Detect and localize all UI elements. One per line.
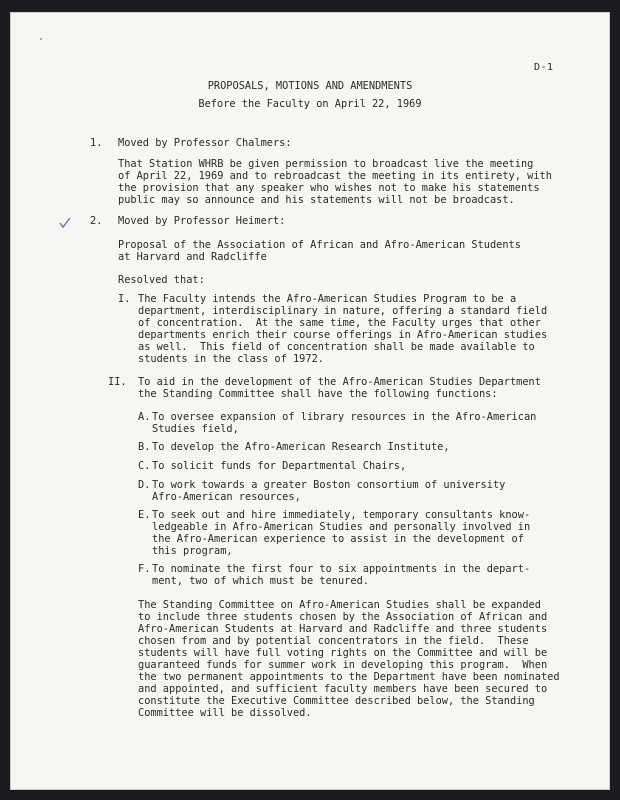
- body-line: The Faculty intends the Afro-American Studies Program to be a: [138, 293, 517, 305]
- body-line: Afro-American Students at Harvard and Radcliffe and three students: [138, 623, 548, 635]
- function-letter: D.: [138, 479, 151, 491]
- body-line: public may so announce and his statements will not be broadcast.: [118, 194, 515, 206]
- function-letter: A.: [138, 411, 151, 423]
- function-line: the Afro-American experience to assist in the development of: [152, 533, 524, 545]
- page-number: D-1: [534, 62, 554, 73]
- body-line: Proposal of the Association of African and Afro-American Students: [118, 239, 521, 251]
- document-page: [10, 12, 610, 790]
- item-mover: Moved by Professor Chalmers:: [118, 137, 292, 149]
- item-mover: Moved by Professor Heimert:: [118, 215, 286, 227]
- body-line: the provision that any speaker who wishes not to make his statements: [118, 182, 540, 194]
- function-letter: C.: [138, 460, 151, 472]
- body-line: constitute the Executive Committee described below, the Standing: [138, 695, 535, 707]
- function-line: To develop the Afro-American Research Institute,: [152, 441, 450, 453]
- body-line: to include three students chosen by the Association of African and: [138, 611, 548, 623]
- stray-mark: [40, 38, 42, 40]
- handwritten-check-icon: [58, 216, 72, 230]
- function-line: Studies field,: [152, 423, 239, 435]
- body-line: departments enrich their course offerings in Afro-American studies: [138, 329, 548, 341]
- function-line: Afro-American resources,: [152, 491, 301, 503]
- section-numeral: II.: [108, 376, 127, 388]
- body-line: students in the class of 1972.: [138, 353, 324, 365]
- body-line: of concentration. At the same time, the Faculty urges that other: [138, 317, 541, 329]
- document-title: PROPOSALS, MOTIONS AND AMENDMENTS: [207, 80, 413, 92]
- document-subtitle: Before the Faculty on April 22, 1969: [198, 98, 422, 110]
- function-line: ment, two of which must be tenured.: [152, 575, 369, 587]
- body-line: That Station WHRB be given permission to broadcast live the meeting: [118, 158, 534, 170]
- item-number: 1.: [90, 137, 103, 149]
- function-letter: E.: [138, 509, 151, 521]
- body-line: the two permanent appointments to the Department have been nominated: [138, 671, 560, 683]
- function-line: To nominate the first four to six appointments in the depart-: [152, 563, 531, 575]
- function-letter: B.: [138, 441, 151, 453]
- body-line: guaranteed funds for summer work in developing this program. When: [138, 659, 548, 671]
- body-line: at Harvard and Radcliffe: [118, 251, 267, 263]
- body-line: department, interdisciplinary in nature, offering a standard field: [138, 305, 548, 317]
- resolved-label: Resolved that:: [118, 274, 205, 286]
- body-line: students will have full voting rights on the Committee and will be: [138, 647, 548, 659]
- body-line: of April 22, 1969 and to rebroadcast the meeting in its entirety, with: [118, 170, 552, 182]
- function-line: ledgeable in Afro-American Studies and personally involved in: [152, 521, 531, 533]
- function-line: To seek out and hire immediately, temporary consultants know-: [152, 509, 531, 521]
- item-number: 2.: [90, 215, 103, 227]
- function-line: To solicit funds for Departmental Chairs,: [152, 460, 407, 472]
- body-line: as well. This field of concentration shall be made available to: [138, 341, 535, 353]
- body-line: The Standing Committee on Afro-American Studies shall be expanded: [138, 599, 541, 611]
- function-line: this program,: [152, 545, 233, 557]
- function-line: To work towards a greater Boston consortium of university: [152, 479, 506, 491]
- body-line: chosen from and by potential concentrators in the field. These: [138, 635, 529, 647]
- body-line: and appointed, and sufficient faculty members have been secured to: [138, 683, 548, 695]
- body-line: Committee will be dissolved.: [138, 707, 312, 719]
- body-line: the Standing Committee shall have the following functions:: [138, 388, 498, 400]
- section-numeral: I.: [118, 293, 131, 305]
- function-letter: F.: [138, 563, 151, 575]
- function-line: To oversee expansion of library resources in the Afro-American: [152, 411, 537, 423]
- body-line: To aid in the development of the Afro-American Studies Department: [138, 376, 541, 388]
